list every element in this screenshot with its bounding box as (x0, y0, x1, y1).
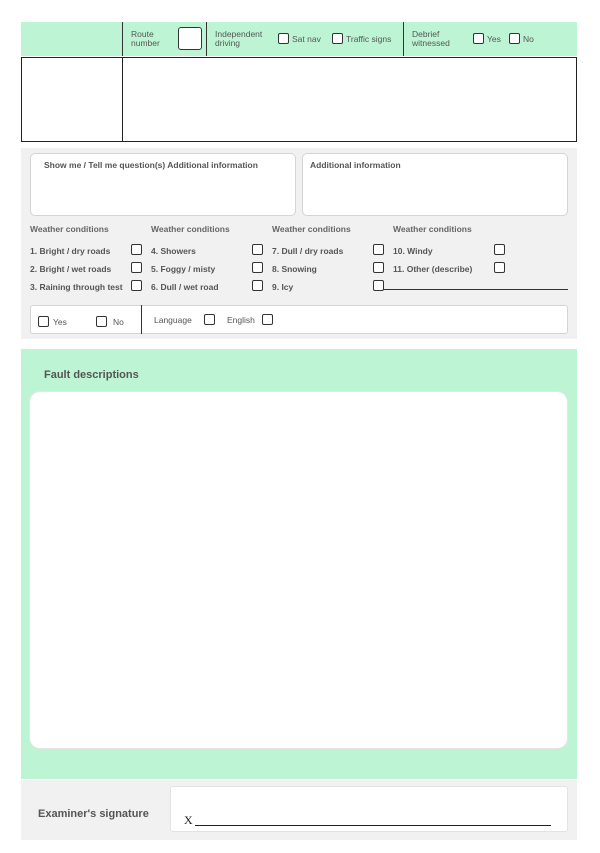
weather-option-checkbox[interactable] (373, 262, 384, 273)
language-label: Language (154, 315, 192, 325)
route-number-input[interactable] (178, 27, 202, 50)
signature-label: Examiner's signature (38, 808, 149, 820)
weather-option-checkbox[interactable] (373, 280, 384, 291)
debrief-no-label: No (523, 34, 534, 44)
english-label: English (227, 315, 255, 325)
other-describe-line[interactable] (384, 289, 568, 290)
yes-label: Yes (53, 317, 67, 327)
weather-option-checkbox[interactable] (131, 244, 142, 255)
weather-option-label: 4. Showers (151, 246, 196, 256)
sat-nav-checkbox[interactable] (278, 33, 289, 44)
additional-info-title: Additional information (310, 160, 401, 170)
route-number-label: Route number (131, 29, 160, 48)
independent-driving-label: Independent driving (215, 29, 263, 48)
english-checkbox[interactable] (262, 314, 273, 325)
notes-table (21, 57, 577, 142)
weather-option-label: 3. Raining through test (30, 282, 123, 292)
yes-checkbox[interactable] (38, 316, 49, 327)
weather-option-label: 6. Dull / wet road (151, 282, 219, 292)
language-row (30, 305, 568, 334)
weather-option-checkbox[interactable] (252, 244, 263, 255)
traffic-signs-checkbox[interactable] (332, 33, 343, 44)
no-label: No (113, 317, 124, 327)
weather-option-label: 2. Bright / wet roads (30, 264, 112, 274)
debrief-no-checkbox[interactable] (509, 33, 520, 44)
debrief-witnessed-label: Debrief witnessed (412, 29, 450, 48)
language-checkbox[interactable] (204, 314, 215, 325)
weather-option-checkbox[interactable] (494, 262, 505, 273)
weather-option-label: 11. Other (describe) (393, 264, 473, 274)
weather-header-4: Weather conditions (393, 224, 472, 234)
weather-option-label: 1. Bright / dry roads (30, 246, 111, 256)
top-bar-divider (403, 22, 404, 56)
signature-line[interactable] (195, 825, 551, 826)
weather-option-checkbox[interactable] (252, 280, 263, 291)
weather-option-checkbox[interactable] (252, 262, 263, 273)
weather-option-label: 5. Foggy / misty (151, 264, 216, 274)
top-bar-divider (206, 22, 207, 56)
fault-descriptions-box[interactable] (30, 392, 567, 748)
weather-option-checkbox[interactable] (373, 244, 384, 255)
traffic-signs-label: Traffic signs (346, 34, 392, 44)
weather-option-checkbox[interactable] (131, 262, 142, 273)
debrief-yes-label: Yes (487, 34, 501, 44)
signature-x-mark: X (184, 813, 193, 827)
top-bar-divider (122, 22, 123, 56)
weather-option-label: 9. Icy (272, 282, 294, 292)
weather-header-1: Weather conditions (30, 224, 109, 234)
fault-title: Fault descriptions (44, 369, 139, 381)
sat-nav-label: Sat nav (292, 34, 321, 44)
weather-header-2: Weather conditions (151, 224, 230, 234)
weather-header-3: Weather conditions (272, 224, 351, 234)
notes-table-divider (122, 57, 123, 142)
weather-option-label: 8. Snowing (272, 264, 317, 274)
weather-option-label: 7. Dull / dry roads (272, 246, 344, 256)
weather-option-checkbox[interactable] (131, 280, 142, 291)
show-me-title: Show me / Tell me question(s) Additional information (44, 160, 258, 170)
debrief-yes-checkbox[interactable] (473, 33, 484, 44)
no-checkbox[interactable] (96, 316, 107, 327)
weather-option-checkbox[interactable] (494, 244, 505, 255)
weather-option-label: 10. Windy (393, 246, 433, 256)
language-row-divider (141, 305, 142, 334)
